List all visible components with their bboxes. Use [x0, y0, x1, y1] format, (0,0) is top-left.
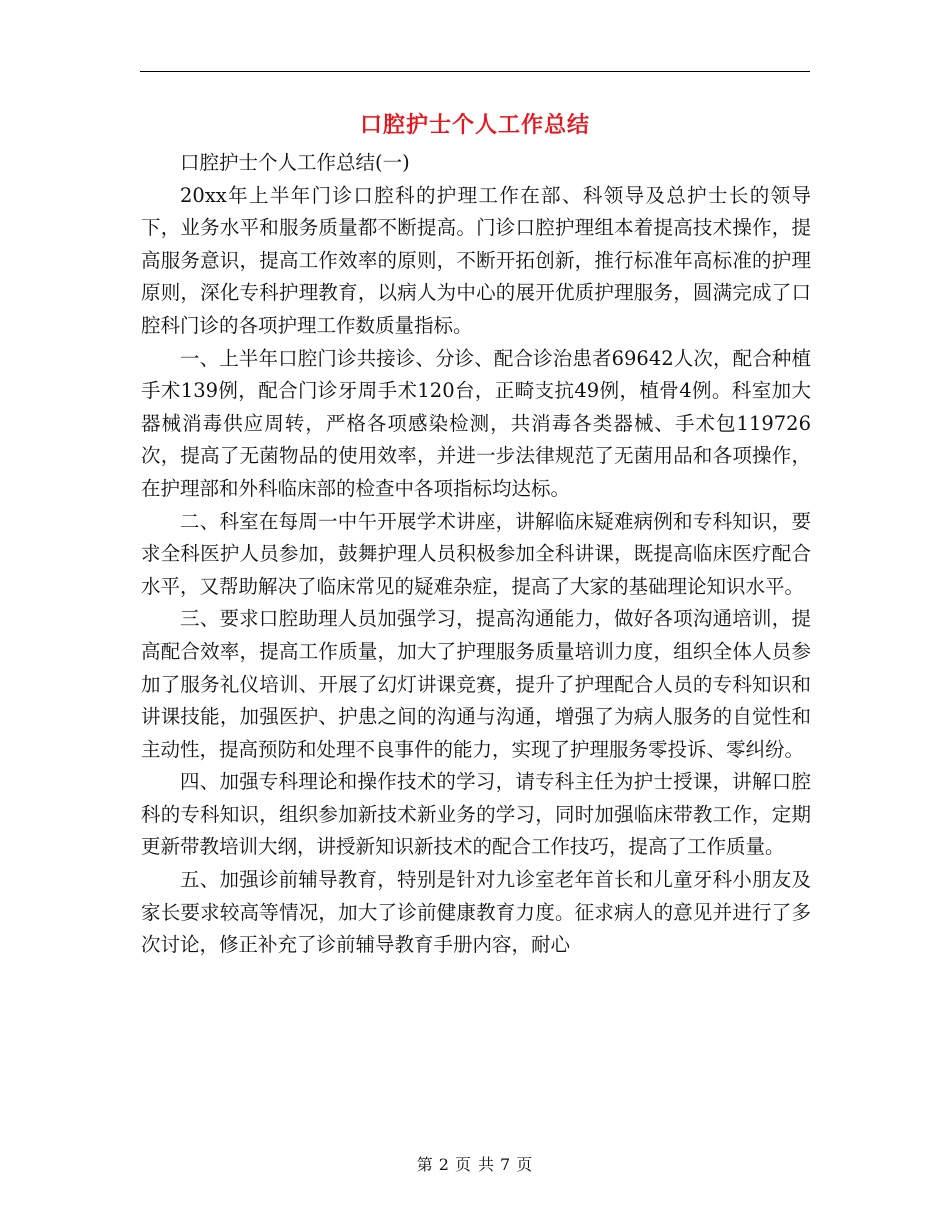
page-footer: [0, 1154, 950, 1176]
paragraph-item-2: 二、科室在每周一中午开展学术讲座，讲解临床疑难病例和专科知识，要求全科医护人员参加，鼓舞护理人员积极参加全科讲课，既提高临床医疗配合水平，又帮助解决了临床常见的疑难杂症，提高了大家的基础理论知识水平。: [141, 509, 811, 598]
document-body: [141, 147, 811, 962]
section-subtitle: 口腔护士个人工作总结(一): [180, 151, 410, 174]
document-title: 口腔护士个人工作总结: [359, 113, 590, 138]
paragraph-intro: 20xx年上半年门诊口腔科的护理工作在部、科领导及总护士长的领导下，业务水平和服务质量都不断提高。门诊口腔护理组本着提高技术操作，提高服务意识，提高工作效率的原则，不断开拓创新，推行标准年高标准的护理原则，深化专科护理教育，以病人为中心的展开优质护理服务，圆满完成了口腔科门诊的各项护理工作数质量指标。: [141, 183, 811, 337]
total-pages-number: 7: [500, 1155, 512, 1174]
footer-middle: 页 共: [454, 1155, 496, 1174]
footer-prefix: 第: [416, 1155, 434, 1174]
paragraph-item-1: 一、上半年口腔门诊共接诊、分诊、配合诊治患者69642人次，配合种植手术139例，配合门诊牙周手术120台，正畸支抗49例，植骨4例。科室加大器械消毒供应周转，严格各项感染检测，共消毒各类器械、手术包119726次，提高了无菌物品的使用效率，并进一步法律规范了无菌用品和各项操作，在护理部和外科临床部的检查中各项指标均达标。: [141, 346, 811, 500]
paragraph-item-3: 三、要求口腔助理人员加强学习，提高沟通能力，做好各项沟通培训，提高配合效率，提高工作质量，加大了护理服务质量培训力度，组织全体人员参加了服务礼仪培训、开展了幻灯讲课竞赛，提升了护理配合人员的专科知识和讲课技能，加强医护、护患之间的沟通与沟通，增强了为病人服务的自觉性和主动性，提高预防和处理不良事件的能力，实现了护理服务零投诉、零纠纷。: [141, 607, 811, 761]
header-rule: [140, 71, 810, 72]
paragraph-item-4: 四、加强专科理论和操作技术的学习，请专科主任为护士授课，讲解口腔科的专科知识，组织参加新技术新业务的学习，同时加强临床带教工作，定期更新带教培训大纲，讲授新知识新技术的配合工作技巧，提高了工作质量。: [141, 770, 811, 859]
current-page-number: 2: [438, 1155, 450, 1174]
paragraph-item-5: 五、加强诊前辅导教育，特别是针对九诊室老年首长和儿童牙科小朋友及家长要求较高等情况，加大了诊前健康教育力度。征求病人的意见并进行了多次讨论，修正补充了诊前辅导教育手册内容，耐心: [141, 868, 811, 957]
footer-suffix: 页: [516, 1155, 534, 1174]
